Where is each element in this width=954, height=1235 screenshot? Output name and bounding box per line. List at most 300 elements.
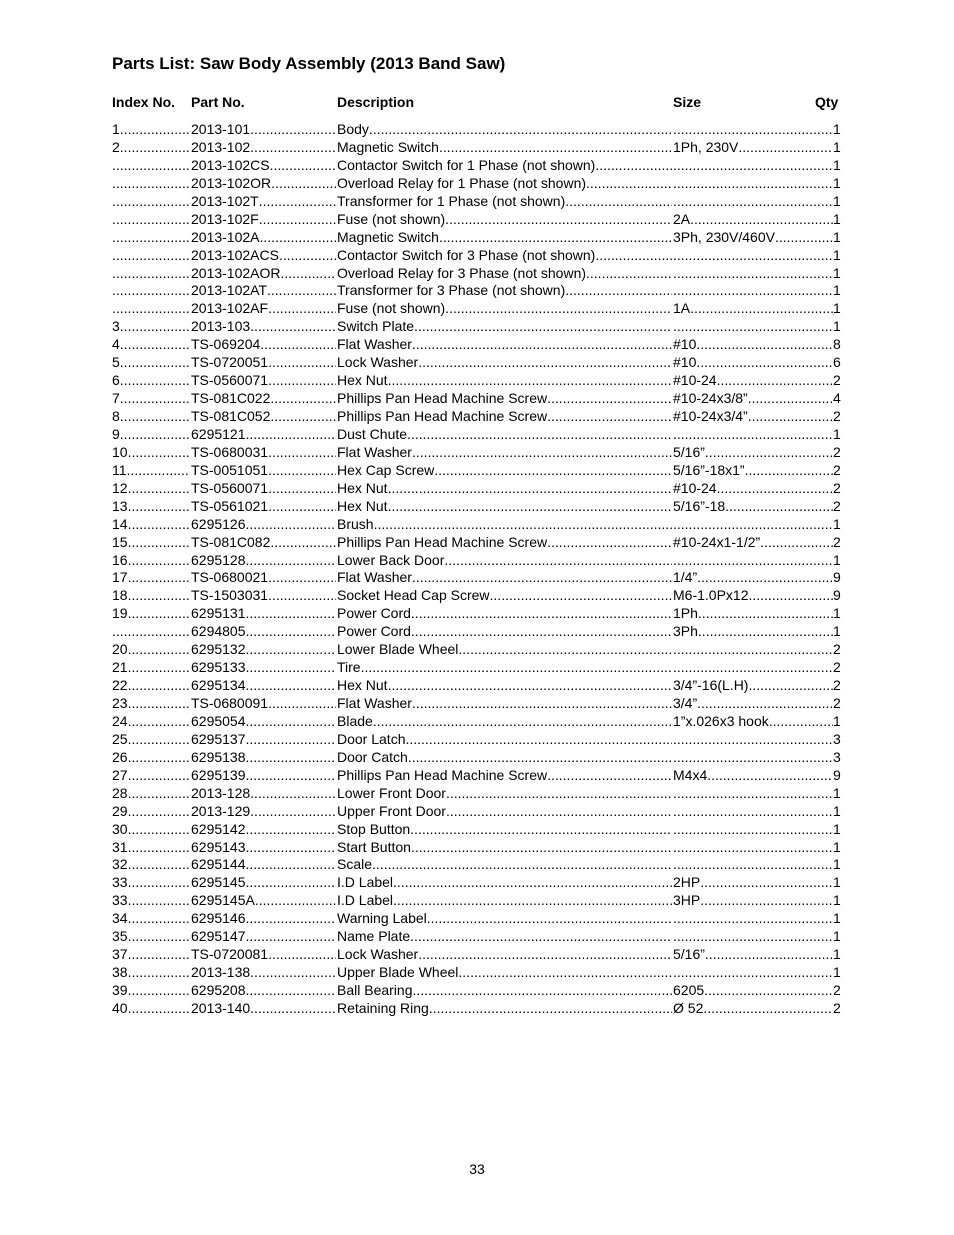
qty-cell-text: 2 — [833, 372, 841, 389]
dot-leader — [388, 480, 672, 498]
dot-leader — [120, 139, 190, 157]
description-cell-text: Upper Front Door — [337, 802, 446, 819]
part-no-cell — [191, 839, 336, 857]
description-cell-text: Hex Nut — [337, 677, 388, 694]
dot-leader — [250, 139, 336, 157]
description-cell-text: Door Latch — [337, 730, 406, 747]
index-cell-text: 38 — [112, 964, 128, 981]
index-cell — [112, 390, 190, 408]
dot-leader — [673, 839, 833, 857]
description-cell-text: Upper Blade Wheel — [337, 964, 459, 981]
dot-leader — [128, 713, 190, 731]
size-cell — [673, 892, 833, 910]
index-cell — [112, 964, 190, 982]
part-no-cell-text: TS-1503031 — [191, 587, 269, 604]
part-no-cell-text: 2013-102AF — [191, 300, 269, 317]
table-row — [112, 480, 842, 498]
part-no-cell-text: TS-0560071 — [191, 372, 269, 389]
part-no-cell-text: 2013-102OR — [191, 174, 272, 191]
part-no-cell — [191, 856, 336, 874]
index-cell-text: 1 — [112, 121, 120, 137]
dot-leader — [717, 372, 833, 390]
part-no-cell — [191, 587, 336, 605]
description-cell — [337, 587, 672, 605]
dot-leader — [128, 821, 190, 839]
index-cell — [112, 121, 190, 139]
qty-cell-text: 1 — [833, 138, 841, 155]
table-row — [112, 641, 842, 659]
size-cell — [673, 1000, 833, 1018]
dot-leader — [120, 318, 190, 336]
index-cell — [112, 623, 190, 641]
table-row — [112, 910, 842, 928]
part-no-cell-text: TS-0680031 — [191, 443, 269, 460]
qty-cell-text: 2 — [833, 677, 841, 694]
qty-cell-text: 1 — [833, 192, 841, 209]
description-cell-text: Ball Bearing — [337, 982, 413, 998]
qty-cell-text: 1 — [833, 928, 841, 945]
index-cell — [112, 982, 190, 1000]
index-cell-text: 37 — [112, 946, 128, 963]
table-row — [112, 713, 842, 731]
size-cell — [673, 157, 833, 175]
dot-leader — [270, 534, 336, 552]
dot-leader — [281, 265, 336, 283]
dot-leader — [112, 175, 190, 193]
size-cell — [673, 856, 833, 874]
dot-leader — [120, 426, 190, 444]
size-cell-text: #10-24 — [673, 372, 717, 389]
part-no-cell — [191, 247, 336, 265]
dot-leader — [250, 785, 336, 803]
index-cell — [112, 874, 190, 892]
part-no-cell-text: 6295054 — [191, 712, 246, 729]
dot-leader — [696, 354, 833, 372]
qty-cell — [833, 498, 842, 516]
part-no-cell — [191, 767, 336, 785]
index-cell-text: 34 — [112, 910, 128, 927]
dot-leader — [112, 247, 190, 265]
index-cell — [112, 928, 190, 946]
qty-cell-text: 9 — [833, 766, 841, 783]
qty-cell-text: 1 — [833, 551, 841, 568]
dot-leader — [246, 677, 336, 695]
dot-leader — [547, 767, 672, 785]
part-no-cell — [191, 372, 336, 390]
description-cell-text: Warning Label — [337, 910, 427, 927]
table-row — [112, 821, 842, 839]
dot-leader — [393, 892, 672, 910]
dot-leader — [388, 498, 672, 516]
dot-leader — [112, 623, 190, 641]
part-no-cell-text: 6295142 — [191, 820, 246, 837]
part-no-cell-text: 6295133 — [191, 659, 246, 676]
part-no-cell — [191, 892, 336, 910]
part-no-cell-text: TS-0680021 — [191, 569, 269, 586]
dot-leader — [673, 641, 833, 659]
index-cell — [112, 516, 190, 534]
table-row — [112, 300, 842, 318]
table-row — [112, 211, 842, 229]
size-cell-text: 1Ph, 230V — [673, 138, 739, 155]
header-qty: Qty — [815, 94, 839, 110]
description-cell — [337, 390, 672, 408]
table-row — [112, 892, 842, 910]
index-cell — [112, 569, 190, 587]
description-cell-text: Hex Cap Screw — [337, 461, 435, 478]
qty-cell — [833, 713, 842, 731]
dot-leader — [246, 659, 336, 677]
description-cell — [337, 462, 672, 480]
dot-leader — [673, 247, 833, 265]
dot-leader — [369, 121, 672, 139]
index-cell — [112, 336, 190, 354]
dot-leader — [444, 552, 672, 570]
description-cell — [337, 821, 672, 839]
qty-cell-text: 6 — [833, 354, 841, 371]
dot-leader — [700, 892, 833, 910]
dot-leader — [388, 372, 672, 390]
part-no-cell-text: 6295143 — [191, 838, 246, 855]
dot-leader — [413, 982, 673, 1000]
description-cell-text: Transformer for 3 Phase (not shown) — [337, 282, 566, 299]
dot-leader — [748, 587, 833, 605]
dot-leader — [374, 516, 672, 534]
dot-leader — [412, 569, 672, 587]
dot-leader — [410, 928, 672, 946]
part-no-cell-text: TS-0560071 — [191, 479, 269, 496]
qty-cell-text: 8 — [833, 336, 841, 353]
index-cell — [112, 480, 190, 498]
index-cell — [112, 318, 190, 336]
part-no-cell-text: 6295132 — [191, 641, 246, 658]
dot-leader — [412, 336, 672, 354]
header-index: Index No. — [112, 94, 176, 110]
dot-leader — [120, 408, 190, 426]
qty-cell-text: 1 — [833, 910, 841, 927]
index-cell — [112, 803, 190, 821]
description-cell — [337, 480, 672, 498]
description-cell-text: Socket Head Cap Screw — [337, 587, 490, 604]
dot-leader — [268, 587, 336, 605]
table-row — [112, 318, 842, 336]
part-no-cell-text: 6295131 — [191, 605, 246, 622]
dot-leader — [267, 282, 336, 300]
qty-cell — [833, 175, 842, 193]
part-no-cell — [191, 713, 336, 731]
description-cell — [337, 157, 672, 175]
index-cell-text: 26 — [112, 748, 128, 765]
dot-leader — [769, 713, 833, 731]
part-no-cell-text: TS-081C022 — [191, 390, 271, 407]
qty-cell — [833, 247, 842, 265]
dot-leader — [112, 265, 190, 283]
qty-cell-text: 1 — [833, 246, 841, 263]
part-no-cell-text: 2013-102ACS — [191, 246, 279, 263]
size-cell-text: 1/4” — [673, 569, 698, 586]
size-cell — [673, 193, 833, 211]
dot-leader — [673, 318, 833, 336]
qty-cell-text: 1 — [833, 300, 841, 317]
size-cell — [673, 946, 833, 964]
qty-cell — [833, 785, 842, 803]
qty-cell-text: 1 — [833, 264, 841, 281]
size-cell — [673, 265, 833, 283]
dot-leader — [128, 946, 190, 964]
dot-leader — [705, 444, 833, 462]
size-cell-text: 5/16” — [673, 946, 705, 963]
part-no-cell — [191, 462, 336, 480]
dot-leader — [268, 480, 336, 498]
index-cell — [112, 534, 190, 552]
description-cell-text: Lower Back Door — [337, 551, 445, 568]
size-cell-text: 1Ph — [673, 605, 698, 622]
dot-leader — [760, 534, 833, 552]
description-cell — [337, 946, 672, 964]
table-row — [112, 354, 842, 372]
dot-leader — [128, 785, 190, 803]
index-cell-text: 8 — [112, 408, 120, 424]
dot-leader — [268, 946, 336, 964]
dot-leader — [246, 821, 336, 839]
dot-leader — [458, 964, 672, 982]
dot-leader — [673, 821, 833, 839]
table-row — [112, 964, 842, 982]
description-cell — [337, 928, 672, 946]
index-cell — [112, 552, 190, 570]
table-row — [112, 785, 842, 803]
description-cell-text: I.D Label — [337, 874, 394, 891]
dot-leader — [128, 695, 190, 713]
description-cell — [337, 193, 672, 211]
qty-cell-text: 1 — [833, 820, 841, 837]
size-cell — [673, 803, 833, 821]
qty-cell — [833, 121, 842, 139]
table-row — [112, 390, 842, 408]
dot-leader — [128, 641, 190, 659]
part-no-cell-text: 2013-129 — [191, 802, 251, 819]
header-description: Description — [337, 94, 415, 110]
index-cell-text: 21 — [112, 659, 128, 676]
index-cell-text: 20 — [112, 641, 128, 658]
size-cell — [673, 282, 833, 300]
table-row — [112, 408, 842, 426]
dot-leader — [128, 677, 190, 695]
description-cell-text: Transformer for 1 Phase (not shown) — [337, 192, 566, 209]
description-cell — [337, 552, 672, 570]
part-no-cell-text: 6295126 — [191, 515, 246, 532]
size-cell-text: 5/16”-18x1” — [673, 461, 745, 478]
dot-leader — [250, 121, 336, 139]
part-no-cell-text: 2013-102F — [191, 210, 259, 227]
description-cell — [337, 677, 672, 695]
part-no-cell — [191, 426, 336, 444]
index-cell-text: 7 — [112, 390, 120, 407]
qty-cell-text: 2 — [833, 443, 841, 460]
index-cell-text: 22 — [112, 677, 128, 694]
dot-leader — [271, 175, 336, 193]
dot-leader — [246, 641, 336, 659]
part-no-cell — [191, 318, 336, 336]
part-no-cell-text: 6295121 — [191, 425, 246, 442]
index-cell — [112, 892, 190, 910]
part-no-cell-text: 6295134 — [191, 677, 246, 694]
size-cell-text: 6205 — [673, 982, 705, 998]
part-no-cell — [191, 516, 336, 534]
part-no-cell — [191, 821, 336, 839]
part-no-cell — [191, 408, 336, 426]
dot-leader — [128, 910, 190, 928]
index-cell — [112, 498, 190, 516]
index-cell — [112, 946, 190, 964]
dot-leader — [128, 552, 190, 570]
dot-leader — [120, 121, 190, 139]
size-cell-text: 1A — [673, 300, 691, 317]
description-cell — [337, 354, 672, 372]
qty-cell-text: 1 — [833, 121, 841, 137]
description-cell — [337, 534, 672, 552]
dot-leader — [673, 193, 833, 211]
qty-cell — [833, 318, 842, 336]
size-cell — [673, 426, 833, 444]
dot-leader — [698, 605, 833, 623]
table-row — [112, 516, 842, 534]
dot-leader — [696, 336, 833, 354]
qty-cell-text: 2 — [833, 641, 841, 658]
table-row — [112, 426, 842, 444]
dot-leader — [673, 282, 833, 300]
qty-cell — [833, 803, 842, 821]
dot-leader — [246, 552, 336, 570]
qty-cell — [833, 892, 842, 910]
description-cell-text: Retaining Ring — [337, 999, 429, 1016]
header-part-no: Part No. — [191, 94, 245, 110]
index-cell — [112, 856, 190, 874]
description-cell-text: Scale — [337, 856, 373, 873]
dot-leader — [246, 767, 336, 785]
dot-leader — [270, 390, 336, 408]
dot-leader — [407, 426, 672, 444]
index-cell-text: 2 — [112, 138, 120, 155]
description-cell-text: Phillips Pan Head Machine Screw — [337, 408, 548, 424]
description-cell — [337, 516, 672, 534]
description-cell — [337, 910, 672, 928]
index-cell-text: 15 — [112, 533, 128, 550]
qty-cell-text: 2 — [833, 408, 841, 424]
qty-cell — [833, 767, 842, 785]
dot-leader — [458, 641, 672, 659]
part-no-cell — [191, 193, 336, 211]
qty-cell — [833, 426, 842, 444]
description-cell-text: Lower Blade Wheel — [337, 641, 459, 658]
qty-cell — [833, 623, 842, 641]
dot-leader — [586, 265, 672, 283]
dot-leader — [268, 354, 336, 372]
description-cell-text: I.D Label — [337, 892, 394, 909]
part-no-cell-text: 6295144 — [191, 856, 246, 873]
size-cell-text: 3/4” — [673, 695, 698, 711]
qty-cell-text: 1 — [833, 605, 841, 622]
table-row — [112, 139, 842, 157]
size-cell — [673, 229, 833, 247]
dot-leader — [673, 731, 833, 749]
qty-cell-text: 1 — [833, 964, 841, 981]
table-row — [112, 444, 842, 462]
size-cell — [673, 641, 833, 659]
dot-leader — [673, 803, 833, 821]
description-cell — [337, 856, 672, 874]
description-cell — [337, 803, 672, 821]
dot-leader — [128, 856, 190, 874]
description-cell-text: Phillips Pan Head Machine Screw — [337, 390, 548, 407]
dot-leader — [246, 749, 336, 767]
qty-cell — [833, 587, 842, 605]
dot-leader — [673, 552, 833, 570]
description-cell — [337, 767, 672, 785]
dot-leader — [128, 480, 190, 498]
dot-leader — [112, 282, 190, 300]
qty-cell-text: 2 — [833, 497, 841, 514]
dot-leader — [418, 354, 672, 372]
size-cell — [673, 372, 833, 390]
description-cell — [337, 749, 672, 767]
part-no-cell-text: 6295146 — [191, 910, 246, 927]
description-cell-text: Dust Chute — [337, 425, 408, 442]
size-cell — [673, 749, 833, 767]
size-cell-text: #10-24 — [673, 479, 717, 496]
index-cell — [112, 282, 190, 300]
index-cell-text: 16 — [112, 551, 128, 568]
description-cell — [337, 426, 672, 444]
size-cell — [673, 480, 833, 498]
table-row — [112, 265, 842, 283]
description-cell-text: Fuse (not shown) — [337, 300, 446, 317]
part-no-cell — [191, 659, 336, 677]
size-cell — [673, 713, 833, 731]
index-cell — [112, 821, 190, 839]
part-no-cell — [191, 139, 336, 157]
dot-leader — [411, 839, 672, 857]
table-row — [112, 677, 842, 695]
dot-leader — [738, 139, 833, 157]
table-row — [112, 623, 842, 641]
index-cell — [112, 605, 190, 623]
table-row — [112, 569, 842, 587]
dot-leader — [673, 265, 833, 283]
table-row — [112, 372, 842, 390]
part-no-cell — [191, 121, 336, 139]
dot-leader — [128, 839, 190, 857]
size-cell — [673, 336, 833, 354]
size-cell-text: 5/16”-18 — [673, 497, 726, 514]
table-row — [112, 803, 842, 821]
dot-leader — [434, 462, 672, 480]
part-no-cell — [191, 336, 336, 354]
description-cell — [337, 982, 672, 1000]
dot-leader — [717, 480, 833, 498]
table-row — [112, 605, 842, 623]
dot-leader — [673, 910, 833, 928]
qty-cell — [833, 372, 842, 390]
dot-leader — [120, 336, 190, 354]
qty-cell-text: 3 — [833, 730, 841, 747]
description-cell-text: Magnetic Switch — [337, 228, 439, 245]
dot-leader — [565, 193, 672, 211]
dot-leader — [547, 408, 672, 426]
description-cell-text: Phillips Pan Head Machine Screw — [337, 766, 548, 783]
index-cell-text: 4 — [112, 336, 120, 353]
dot-leader — [246, 516, 336, 534]
